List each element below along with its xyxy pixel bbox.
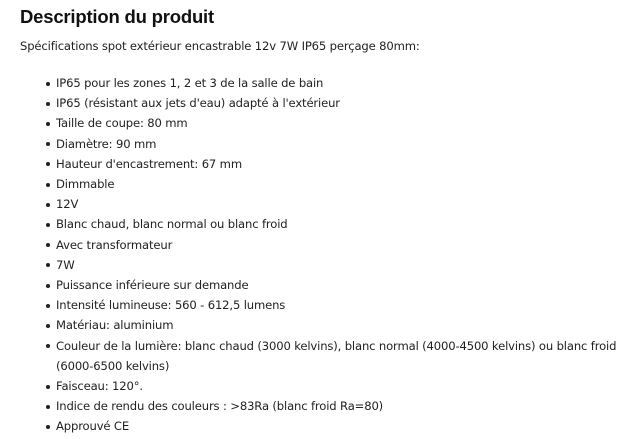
spec-text: Couleur de la lumière: blanc chaud (3000 kelvins), blanc normal (4000-4500 kelvins) ou blanc froid (6000-6500 kelvins): [56, 338, 617, 373]
section-title: Description du produit: [20, 6, 214, 27]
bullet-icon: [46, 263, 50, 267]
list-item: [56, 396, 621, 416]
bullet-icon: [46, 324, 50, 328]
bullet-icon: [46, 82, 50, 86]
list-item: [56, 336, 621, 376]
spec-text: Matériau: aluminium: [56, 318, 174, 333]
list-item: [56, 73, 621, 93]
spec-text: Puissance inférieure sur demande: [56, 278, 249, 293]
list-item: [56, 154, 621, 174]
spec-text: IP65 pour les zones 1, 2 et 3 de la salle de bain: [56, 76, 324, 90]
list-item: [56, 194, 621, 214]
list-item: [56, 214, 621, 234]
spec-text: Approuvé CE: [56, 419, 130, 434]
spec-text: 12V: [56, 197, 79, 212]
list-item: [56, 174, 621, 194]
spec-text: 7W: [56, 257, 75, 272]
bullet-icon: [46, 122, 50, 126]
list-item: [56, 376, 621, 396]
bullet-icon: [46, 304, 50, 308]
bullet-icon: [46, 203, 50, 207]
bullet-icon: [46, 284, 50, 288]
spec-list: [56, 73, 621, 437]
bullet-icon: [46, 162, 50, 166]
spec-text: Indice de rendu des couleurs : >83Ra (blanc froid Ra=80): [56, 399, 384, 414]
bullet-icon: [46, 102, 50, 106]
bullet-icon: [46, 405, 50, 409]
list-item: [56, 93, 621, 113]
list-item: [56, 295, 621, 315]
spec-text: Avec transformateur: [56, 237, 173, 252]
bullet-icon: [46, 183, 50, 187]
spec-text: IP65 (résistant aux jets d'eau) adapté à l'extérieur: [56, 96, 340, 111]
list-item: [56, 275, 621, 295]
spec-text: Blanc chaud, blanc normal ou blanc froid: [56, 217, 288, 232]
intro-text: Spécifications spot extérieur encastrable 12v 7W IP65 perçage 80mm:: [20, 39, 420, 53]
list-item: [56, 235, 621, 255]
bullet-icon: [46, 243, 50, 247]
spec-text: Intensité lumineuse: 560 - 612,5 lumens: [56, 298, 286, 313]
bullet-icon: [46, 142, 50, 146]
list-item: [56, 416, 621, 436]
bullet-icon: [46, 385, 50, 389]
list-item: [56, 134, 621, 154]
spec-text: Dimmable: [56, 177, 115, 192]
bullet-icon: [46, 223, 50, 227]
bullet-icon: [46, 344, 50, 348]
list-item: [56, 255, 621, 275]
spec-text: Faisceau: 120°.: [56, 379, 143, 394]
spec-text: Diamètre: 90 mm: [56, 136, 157, 151]
list-item: [56, 113, 621, 133]
spec-text: Taille de coupe: 80 mm: [56, 116, 188, 131]
bullet-icon: [46, 425, 50, 429]
list-item: [56, 315, 621, 335]
spec-text: Hauteur d'encastrement: 67 mm: [56, 156, 242, 171]
